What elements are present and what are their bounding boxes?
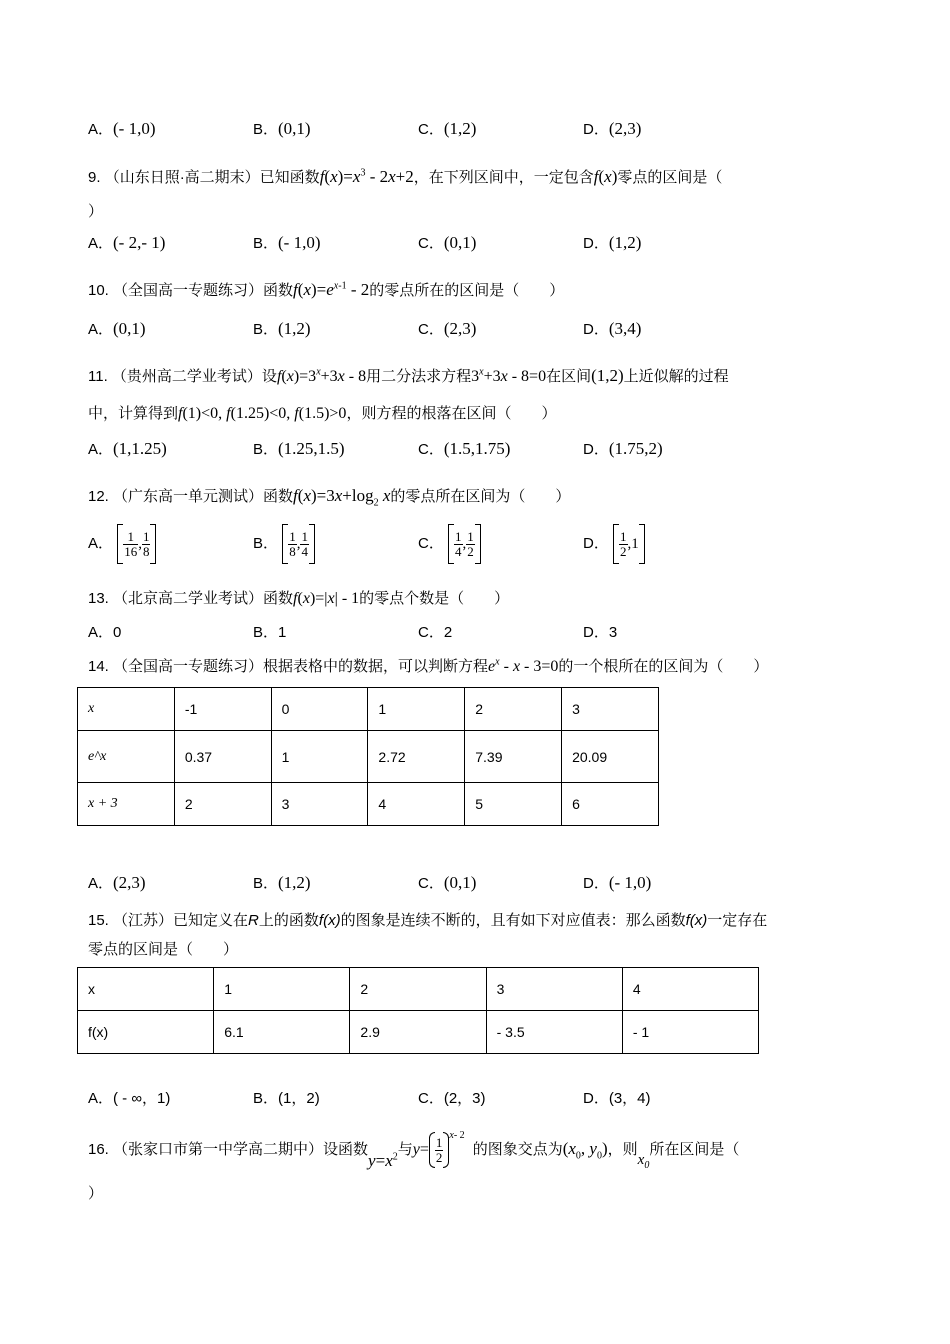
- option-c[interactable]: C．(1,2): [418, 119, 477, 138]
- table-row: x -1 0 1 2 3: [78, 688, 659, 731]
- option-a[interactable]: A．(2,3): [88, 873, 146, 892]
- option-a[interactable]: A．(- 1,0): [88, 119, 156, 138]
- option-d[interactable]: D．(1.75,2): [583, 439, 663, 458]
- option-c[interactable]: C．(2,3): [418, 319, 477, 338]
- option-d[interactable]: D．(1,2): [583, 233, 642, 252]
- option-b[interactable]: B． $\frac{1}{8}$ , $\frac{1}{4}$: [253, 524, 315, 564]
- option-c[interactable]: C．(2，3): [418, 1090, 486, 1107]
- option-a[interactable]: A．(- 2,- 1): [88, 233, 166, 252]
- option-c[interactable]: C．(0,1): [418, 233, 477, 252]
- option-b[interactable]: B．1: [253, 624, 287, 641]
- q11-stem: 11. （贵州高二学业考试）设$f(x)=3^x+3x - 8$用二分法求方程$3^x+3x - 8=0$在区间(1,2)上近似解的过程: [88, 366, 729, 385]
- q16-wrap: ）: [88, 1185, 104, 1202]
- option-d[interactable]: D．(3，4): [583, 1090, 651, 1107]
- option-c[interactable]: C．(1.5,1.75): [418, 439, 511, 458]
- q14-stem: 14. （全国高一专题练习）根据表格中的数据，可以判断方程$e^x - x - 3=0$的一个根所在的区间为（ ）: [88, 656, 769, 675]
- q9-stem: 9. （山东日照·高二期末）已知函数$f(x)=x^3 - 2x+2$，在下列区间中，一定包含f(x)零点的区间是（: [88, 167, 723, 186]
- option-d[interactable]: D．3: [583, 624, 618, 641]
- option-d[interactable]: D． $\frac{1}{2}$ ,1: [583, 524, 645, 564]
- option-c[interactable]: C．2: [418, 624, 453, 641]
- table-row: x + 3 2 3 4 5 6: [78, 783, 659, 826]
- option-b[interactable]: B．(1.25,1.5): [253, 439, 345, 458]
- option-d[interactable]: D．(- 1,0): [583, 873, 652, 892]
- q16-stem: 16. （张家口市第一中学高二期中）设函数$y=x^2$与y= $\frac{1}{2}$ $^{x- 2}$的图象交点为($x_0$, $y_0$)，则$x_0$所在区间是（: [88, 1129, 740, 1171]
- q12-stem: 12. （广东高一单元测试）函数$f(x)=3x+\log_2$ x的零点所在区间为（ ）: [88, 486, 571, 509]
- q14-table: [77, 687, 659, 826]
- q15-table: [77, 967, 759, 1054]
- option-d[interactable]: D．(2,3): [583, 119, 642, 138]
- option-c[interactable]: C．(0,1): [418, 873, 477, 892]
- option-b[interactable]: B．(1,2): [253, 319, 311, 338]
- option-a[interactable]: A．0: [88, 624, 122, 641]
- option-a[interactable]: A．(0,1): [88, 319, 146, 338]
- table-row: e^x 0.37 1 2.72 7.39 20.09: [78, 731, 659, 783]
- q15-line2: 零点的区间是（ ）: [88, 941, 239, 958]
- q15-stem: 15. （江苏）已知定义在R上的函数f(x)的图象是连续不断的，且有如下对应值表：那么函数f(x)一定存在: [88, 912, 768, 929]
- option-d[interactable]: D．(3,4): [583, 319, 642, 338]
- option-b[interactable]: B．(0,1): [253, 119, 311, 138]
- option-b[interactable]: B．(1,2): [253, 873, 311, 892]
- table-row: x 1 2 3 4: [78, 968, 759, 1011]
- q9-wrap: ）: [88, 203, 104, 220]
- option-a[interactable]: A．( - ∞，1): [88, 1090, 171, 1107]
- option-a[interactable]: A．(1,1.25): [88, 439, 167, 458]
- option-a[interactable]: A． $\frac{1}{16}$ , $\frac{1}{8}$: [88, 524, 156, 564]
- table-row: f(x) 6.1 2.9 - 3.5 - 1: [78, 1011, 759, 1054]
- option-b[interactable]: B．(1，2): [253, 1090, 320, 1107]
- option-b[interactable]: B．(- 1,0): [253, 233, 321, 252]
- option-c[interactable]: C． $\frac{1}{4}$ , $\frac{1}{2}$: [418, 524, 481, 564]
- q11-line2: 中，计算得到f(1)<0, f(1.25)<0, f(1.5)>0，则方程的根落在区间（ ）: [88, 405, 557, 422]
- q10-stem: 10. （全国高一专题练习）函数$f(x)=e^{x-1} - 2$的零点所在的区间是（ ）: [88, 280, 565, 299]
- q13-stem: 13. （北京高二学业考试）函数f(x)=|x| - 1的零点个数是（ ）: [88, 590, 510, 607]
